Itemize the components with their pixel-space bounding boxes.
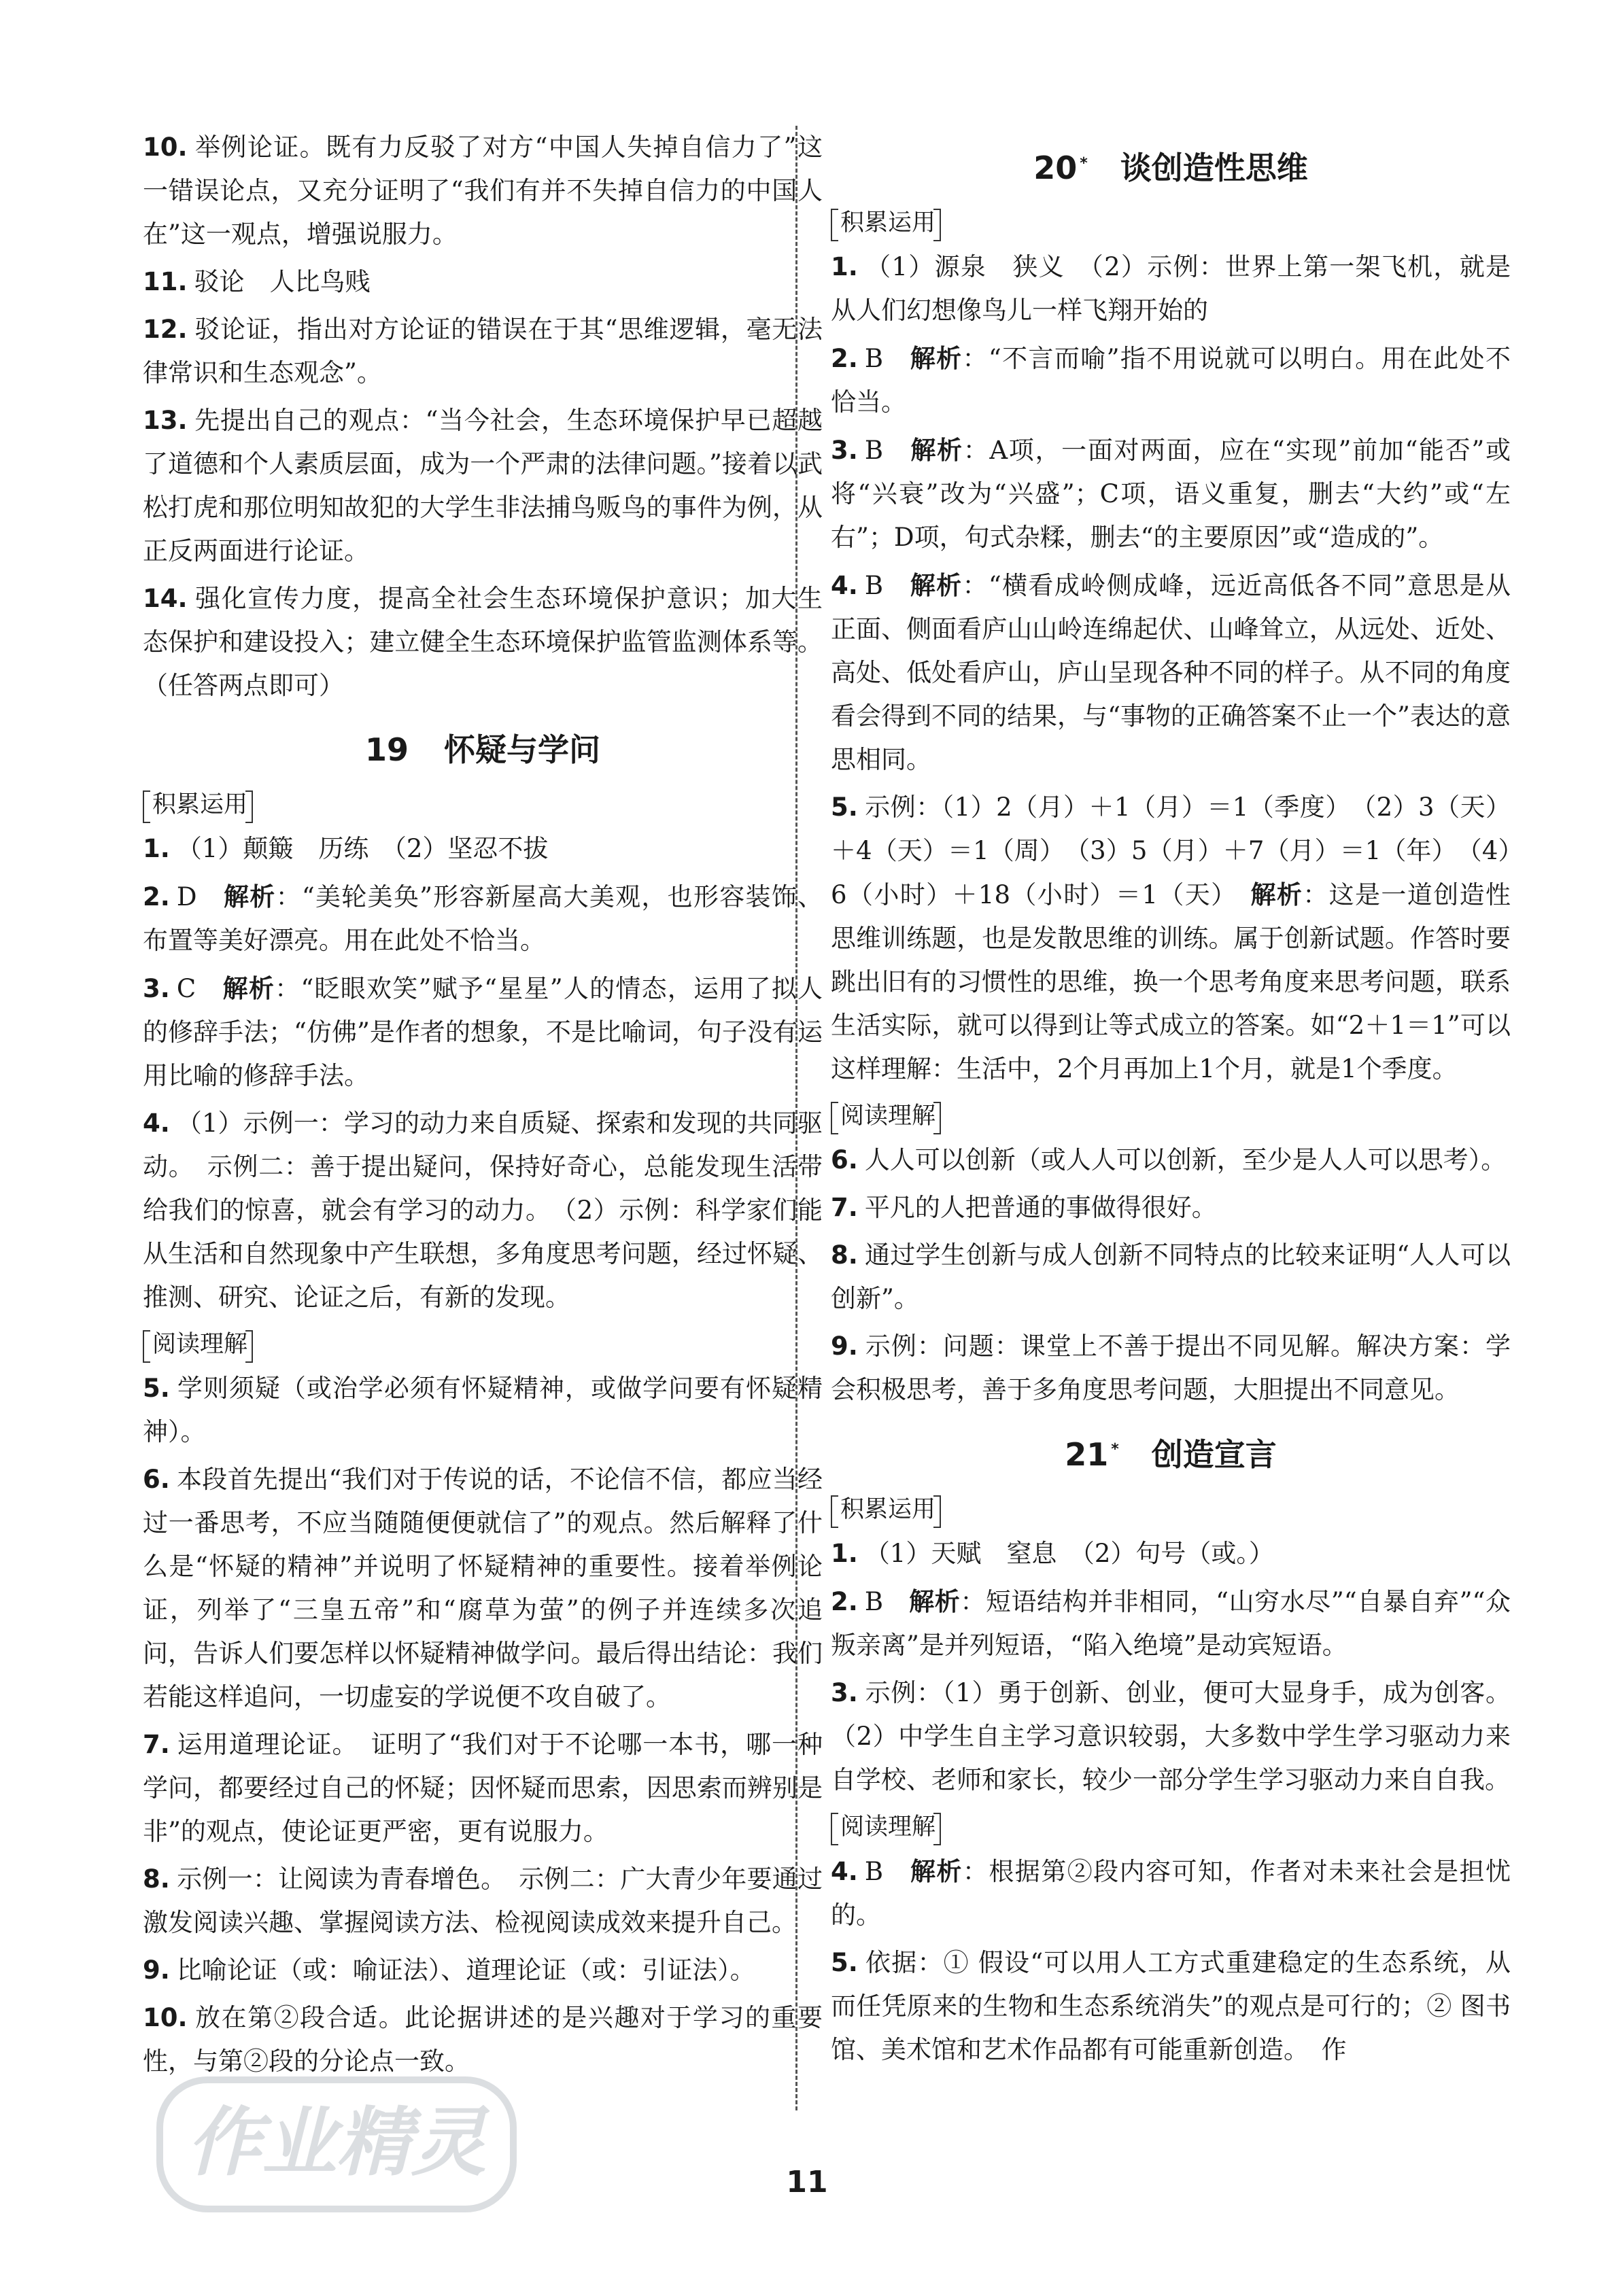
item-number: 1. (143, 834, 170, 864)
answer-item (831, 1849, 1511, 1937)
answer-text: 强化宣传力度，提高全社会生态环境保护意识；加大生态保护和建设投入；建立健全生态环境保护监管监测体系等。（任答两点即可） (143, 584, 823, 700)
analysis-label: 解析 (222, 973, 275, 1004)
analysis-label: 解析 (910, 570, 963, 601)
answer-text: 示例：问题：课堂上不善于提出不同见解。解决方案：学会积极思考，善于多角度思考问题，大胆提出不同意见。 (831, 1332, 1511, 1405)
answer-text: （1）示例一：学习的动力来自质疑、探索和发现的共同驱动。 示例二：善于提出疑问，保持好奇心，总能发现生活带给我们的惊喜，就会有学习的动力。 （2）示例：科学家们能从生活和自然现象中产生联想，多角度思考问题，经过怀疑、推测、研究、论证之后，有新的发现。 (143, 1109, 823, 1312)
answer-text: 举例论证。既有力反驳了对方“中国人失掉自信力了”这一错误论点，又充分证明了“我们有并不失掉自信力的中国人在”这一观点，增强说服力。 (143, 133, 823, 249)
answer-item (143, 1367, 823, 1454)
item-number: 10. (143, 2003, 188, 2033)
lesson-title (831, 1428, 1511, 1476)
answer-text: 本段首先提出“我们对于传说的话，不论信不信，都应当经过一番思考，不应当随随便便就信了”的观点。然后解释了什么是“怀疑的精神”并说明了怀疑精神的重要性。接着举例论证，列举了“三皇五帝”和“腐草为萤”的例子并连续多次追问，告诉人们要怎样以怀疑精神做学问。最后得出结论：我们若能这样追问，一切虚妄的学说便不攻自破了。 (143, 1465, 823, 1712)
section-tag-row (831, 202, 1511, 245)
item-number: 2. (831, 344, 858, 374)
answer-item (831, 245, 1511, 332)
answer-text: 比喻论证（或：喻证法）、道理论证（或：引证法）。 (176, 1955, 755, 1985)
answer-item (831, 1671, 1511, 1802)
answer-text: ：短语结构并非相同，“山穷水尽”“自暴自弃”“众叛亲离”是并列短语，“陷入绝境”是动宾短语。 (831, 1586, 1511, 1660)
answer-item (143, 1858, 823, 1945)
answer-item (143, 1102, 823, 1319)
lesson-number: 19 (364, 731, 409, 769)
section-tag: 阅读理解 (831, 1099, 940, 1133)
answer-choice: D (176, 882, 197, 912)
answer-item (831, 428, 1511, 559)
analysis-label: 解析 (910, 343, 963, 374)
item-number: 4. (831, 571, 858, 601)
answer-text: 驳论 人比鸟贱 (194, 267, 371, 296)
answer-item (831, 1234, 1511, 1321)
item-number: 9. (143, 1955, 170, 1985)
answer-item (143, 827, 823, 871)
item-number: 7. (831, 1193, 858, 1223)
answer-item (143, 399, 823, 573)
answer-text: （1）天赋 窒息 （2）句号（或。） (864, 1538, 1274, 1568)
answer-item (143, 577, 823, 708)
item-number: 2. (143, 882, 170, 912)
answer-text: ：根据第②段内容可知，作者对未来社会是担忧的。 (831, 1856, 1511, 1930)
section-tag: 积累运用 (143, 788, 252, 822)
answer-text: 平凡的人把普通的事做得很好。 (864, 1193, 1217, 1223)
section-tag: 阅读理解 (831, 1810, 940, 1844)
answer-item (831, 1532, 1511, 1576)
answer-text: 运用道理论证。 证明了“我们对于不论哪一本书，哪一种学问，都要经过自己的怀疑；因怀疑而思索，因思索而辨别是非”的观点，使论证更严密，更有说服力。 (143, 1730, 823, 1847)
answer-item (143, 1949, 823, 1992)
item-number: 8. (143, 1864, 170, 1894)
answer-item (143, 260, 823, 304)
answer-choice: C (176, 974, 196, 1004)
answer-item (831, 1138, 1511, 1182)
answer-item (143, 126, 823, 256)
svg-text:作业精灵: 作业精灵 (187, 2099, 486, 2186)
answer-item (143, 1723, 823, 1854)
lesson-name: 谈创造性思维 (1120, 150, 1308, 187)
item-number: 3. (143, 974, 170, 1004)
answer-item (831, 1580, 1511, 1667)
optional-star: * (1080, 155, 1088, 172)
item-number: 6. (143, 1465, 170, 1495)
item-number: 14. (143, 584, 188, 613)
analysis-label: 解析 (224, 882, 276, 912)
answer-item (143, 308, 823, 395)
lesson-name: 怀疑与学问 (444, 731, 600, 769)
answer-item (831, 336, 1511, 424)
item-number: 13. (143, 406, 188, 435)
answer-item (831, 1325, 1511, 1412)
item-number: 4. (143, 1109, 170, 1138)
analysis-label: 解析 (909, 1586, 961, 1616)
left-column (143, 126, 823, 2087)
answer-item (831, 1941, 1511, 2072)
lesson-title (831, 142, 1511, 190)
answer-item (831, 1186, 1511, 1230)
answer-item (831, 786, 1511, 1091)
answer-text: 依据：① 假设“可以用人工方式重建稳定的生态系统，从而任凭原来的生物和生态系统消失”的观点是可行的；② 图书馆、美术馆和艺术作品都有可能重新创造。 作 (831, 1947, 1511, 2064)
answer-text: ：这是一道创造性思维训练题，也是发散思维的训练。属于创新试题。作答时要跳出旧有的习惯性的思维，换一个思考角度来思考问题，联系生活实际，就可以得到让等式成立的答案。如“2＋1＝1”可以这样理解：生活中，2个月再加上1个月，就是1个季度。 (831, 880, 1511, 1084)
answer-text: （1）颠簸 历练 （2）坚忍不拔 (176, 834, 549, 864)
item-number: 1. (831, 1538, 858, 1568)
section-tag: 阅读理解 (143, 1327, 252, 1361)
section-tag-row (143, 784, 823, 827)
item-number: 5. (143, 1374, 170, 1404)
section-tag: 积累运用 (831, 206, 940, 240)
answer-text: 驳论证，指出对方论证的错误在于其“思维逻辑，毫无法律常识和生态观念”。 (143, 315, 823, 387)
column-divider (795, 126, 797, 2110)
answer-text: 学则须疑（或治学必须有怀疑精神，或做学问要有怀疑精神）。 (143, 1374, 823, 1447)
section-tag-row (143, 1323, 823, 1367)
lesson-number: 20 (1033, 150, 1078, 187)
answer-text: 示例一：让阅读为青春增色。 示例二：广大青少年要通过激发阅读兴趣、掌握阅读方法、检视阅读成效来提升自己。 (143, 1864, 823, 1938)
answer-text: ：“眨眼欢笑”赋予“星星”人的情态，运用了拟人的修辞手法；“仿佛”是作者的想象，不是比喻词，句子没有运用比喻的修辞手法。 (143, 974, 823, 1091)
page-number: 11 (786, 2165, 828, 2199)
answer-choice: B (864, 1856, 884, 1886)
answer-text: 示例：（1）勇于创新、创业，便可大显身手，成为创客。（2）中学生自主学习意识较弱，大多数中学生学习驱动力来自学校、老师和家长，较少一部分学生学习驱动力来自自我。 (831, 1677, 1511, 1794)
right-column (831, 126, 1511, 2076)
item-number: 6. (831, 1145, 858, 1175)
answer-item (831, 563, 1511, 782)
lesson-number: 21 (1065, 1436, 1109, 1473)
answer-text: ：“美轮美奂”形容新屋高大美观，也形容装饰、布置等美好漂亮。用在此处不恰当。 (143, 882, 823, 956)
answer-item (143, 875, 823, 962)
answer-choice: B (864, 1586, 884, 1616)
item-number: 10. (143, 133, 188, 162)
item-number: 3. (831, 1677, 858, 1707)
answer-text: 放在第②段合适。此论据讲述的是兴趣对于学习的重要性，与第②段的分论点一致。 (143, 2003, 823, 2076)
lesson-name: 创造宣言 (1151, 1436, 1277, 1473)
section-tag-row (831, 1095, 1511, 1138)
item-number: 12. (143, 315, 188, 344)
item-number: 7. (143, 1730, 170, 1760)
answer-text: ：“不言而喻”指不用说就可以明白。用在此处不恰当。 (831, 344, 1511, 417)
optional-star: * (1111, 1441, 1119, 1459)
item-number: 1. (831, 252, 858, 282)
answer-choice: B (864, 571, 884, 601)
answer-text: 先提出自己的观点：“当今社会，生态环境保护早已超越了道德和个人素质层面，成为一个严肃的法律问题。”接着以武松打虎和那位明知故犯的大学生非法捕鸟贩鸟的事件为例，从正反两面进行论证。 (143, 406, 823, 566)
item-number: 9. (831, 1332, 858, 1361)
answer-choice: B (864, 344, 884, 374)
analysis-label: 解析 (910, 1856, 963, 1886)
section-tag-row (831, 1489, 1511, 1532)
answer-text: 通过学生创新与成人创新不同特点的比较来证明“人人可以创新”。 (831, 1240, 1511, 1314)
section-tag: 积累运用 (831, 1493, 940, 1527)
answer-text: ：A项，一面对两面，应在“实现”前加“能否”或将“兴衰”改为“兴盛”；C项，语义重复，删去“大约”或“左右”；D项，句式杂糅，删去“的主要原因”或“造成的”。 (831, 436, 1511, 553)
lesson-title (143, 724, 823, 771)
item-number: 5. (831, 1947, 858, 1977)
answer-text: 示例：（1）2（月）＋1（月）＝1（季度） （2）3（天）＋4（天）＝1（周） （3）5（月）＋7（月）＝1（年） （4）6（小时）＋18（小时）＝1（天） (831, 793, 1511, 910)
item-number: 3. (831, 436, 858, 466)
item-number: 4. (831, 1856, 858, 1886)
analysis-label: 解析 (910, 435, 963, 466)
answer-text: （1）源泉 狭义 （2）示例：世界上第一架飞机，就是从人们幻想像鸟儿一样飞翔开始的 (831, 252, 1511, 326)
analysis-label: 解析 (1250, 880, 1303, 910)
answer-choice: B (864, 436, 884, 466)
item-number: 11. (143, 267, 188, 296)
answer-text: ：“横看成岭侧成峰，远近高低各不同”意思是从正面、侧面看庐山山岭连绵起伏、山峰耸立，从远处、近处、高处、低处看庐山，庐山呈现各种不同的样子。从不同的角度看会得到不同的结果，与“事物的正确答案不止一个”表达的意思相同。 (831, 571, 1511, 775)
section-tag-row (831, 1806, 1511, 1849)
item-number: 5. (831, 793, 858, 822)
answer-item (143, 1458, 823, 1719)
item-number: 8. (831, 1240, 858, 1270)
answer-item (143, 967, 823, 1098)
item-number: 2. (831, 1586, 858, 1616)
answer-text: 人人可以创新（或人人可以创新，至少是人人可以思考）。 (864, 1145, 1507, 1175)
